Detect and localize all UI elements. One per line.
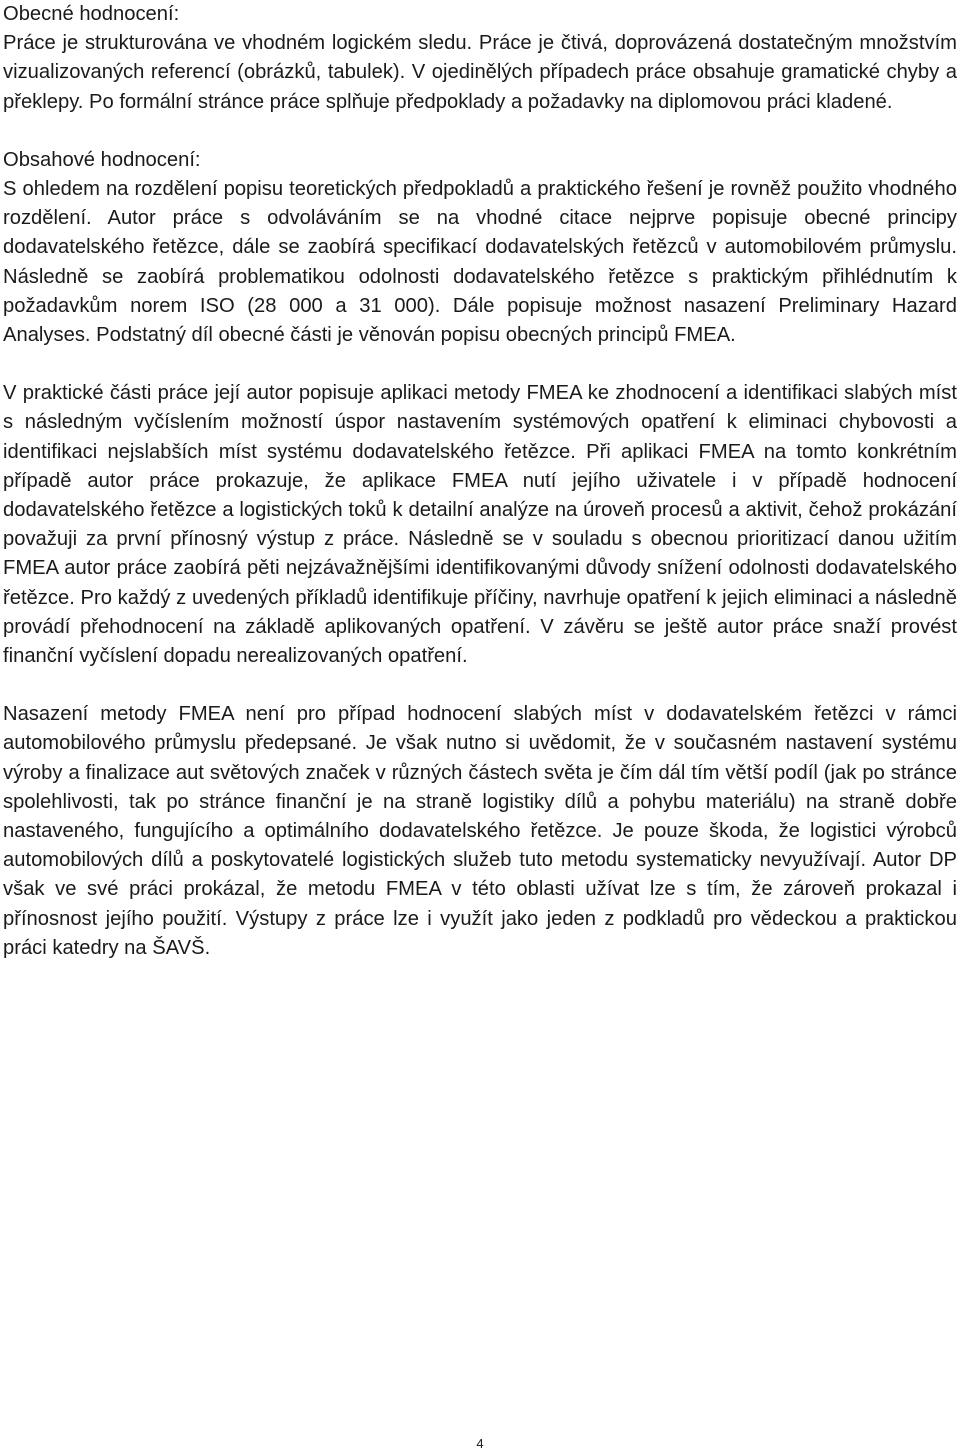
paragraph-spacer bbox=[3, 671, 957, 700]
section-spacer bbox=[3, 117, 957, 146]
general-evaluation-heading: Obecné hodnocení: bbox=[3, 3, 180, 25]
page-number: 4 bbox=[476, 1436, 484, 1451]
content-evaluation-paragraph-2: V praktické části práce její autor popisuje aplikaci metody FMEA ke zhodnocení a identifikaci slabých míst s následným vyčíslením možností úspor nastavením systémových opatření k eliminaci chybovosti a identifikaci nejslabších míst systému dodavatelského řetězce. Při aplikaci FMEA na tomto konkrétním případě autor práce prokazuje, že aplikace FMEA nutí jejího uživatele i v případě hodnocení dodavatelského řetězce a logistických toků k detailní analýze na úroveň procesů a aktivit, čehož prokázání považuji za první přínosný výstup z práce. Následně se v souladu s obecnou prioritizací danou užitím FMEA autor práce zaobírá pěti nejzávažnějšími identifikovanými důvody snížení odolnosti dodavatelského řetězce. Pro každý z uvedených příkladů identifikuje příčiny, navrhuje opatření k jejich eliminaci a následně provádí přehodnocení na základě aplikovaných opatření. V závěru se ještě autor práce snaží provést finanční vyčíslení dopadu nerealizovaných opatření. bbox=[3, 382, 957, 668]
general-evaluation-text: Práce je strukturována ve vhodném logickém sledu. Práce je čtivá, doprovázená dostatečným množstvím vizualizovaných referencí (obrázků, tabulek). V ojedinělých případech práce obsahuje gramatické chyby a překlepy. Po formální stránce práce splňuje předpoklady a požadavky na diplomovou práci kladené. bbox=[3, 32, 957, 113]
content-evaluation-paragraph-1: S ohledem na rozdělení popisu teoretických předpokladů a praktického řešení je rovněž použito vhodného rozdělení. Autor práce s odvoláváním se na vhodné citace nejprve popisuje obecné principy dodavatelského řetězce, dále se zaobírá specifikací dodavatelských řetězců v automobilovém průmyslu. Následně se zaobírá problematikou odolnosti dodavatelského řetězce s praktickým přihlédnutím k požadavkům norem ISO (28 000 a 31 000). Dále popisuje možnost nasazení Preliminary Hazard Analyses. Podstatný díl obecné části je věnován popisu obecných principů FMEA. bbox=[3, 178, 957, 347]
content-evaluation-paragraph-3: Nasazení metody FMEA není pro případ hodnocení slabých míst v dodavatelském řetězci v rámci automobilového průmyslu předepsané. Je však nutno si uvědomit, že v současném nastavení systému výroby a finalizace aut světových značek v různých částech světa je čím dál tím větší podíl (jak po stránce spolehlivosti, tak po stránce finanční je na straně logistiky dílů a pohybu materiálu) na straně dobře nastaveného, fungujícího a optimálního dodavatelského řetězce. Je pouze škoda, že logistici výrobců automobilových dílů a poskytovatelé logistických služeb tuto metodu systematicky nevyužívají. Autor DP však ve své práci prokázal, že metodu FMEA v této oblasti užívat lze s tím, že zároveň prokazal i přínosnost jejího použití. Výstupy z práce lze i využít jako jeden z podkladů pro vědeckou a praktickou práci katedry na ŠAVŠ. bbox=[3, 703, 957, 959]
content-evaluation-heading: Obsahové hodnocení: bbox=[3, 148, 201, 171]
document-page bbox=[3, 0, 957, 963]
paragraph-spacer bbox=[3, 350, 957, 379]
